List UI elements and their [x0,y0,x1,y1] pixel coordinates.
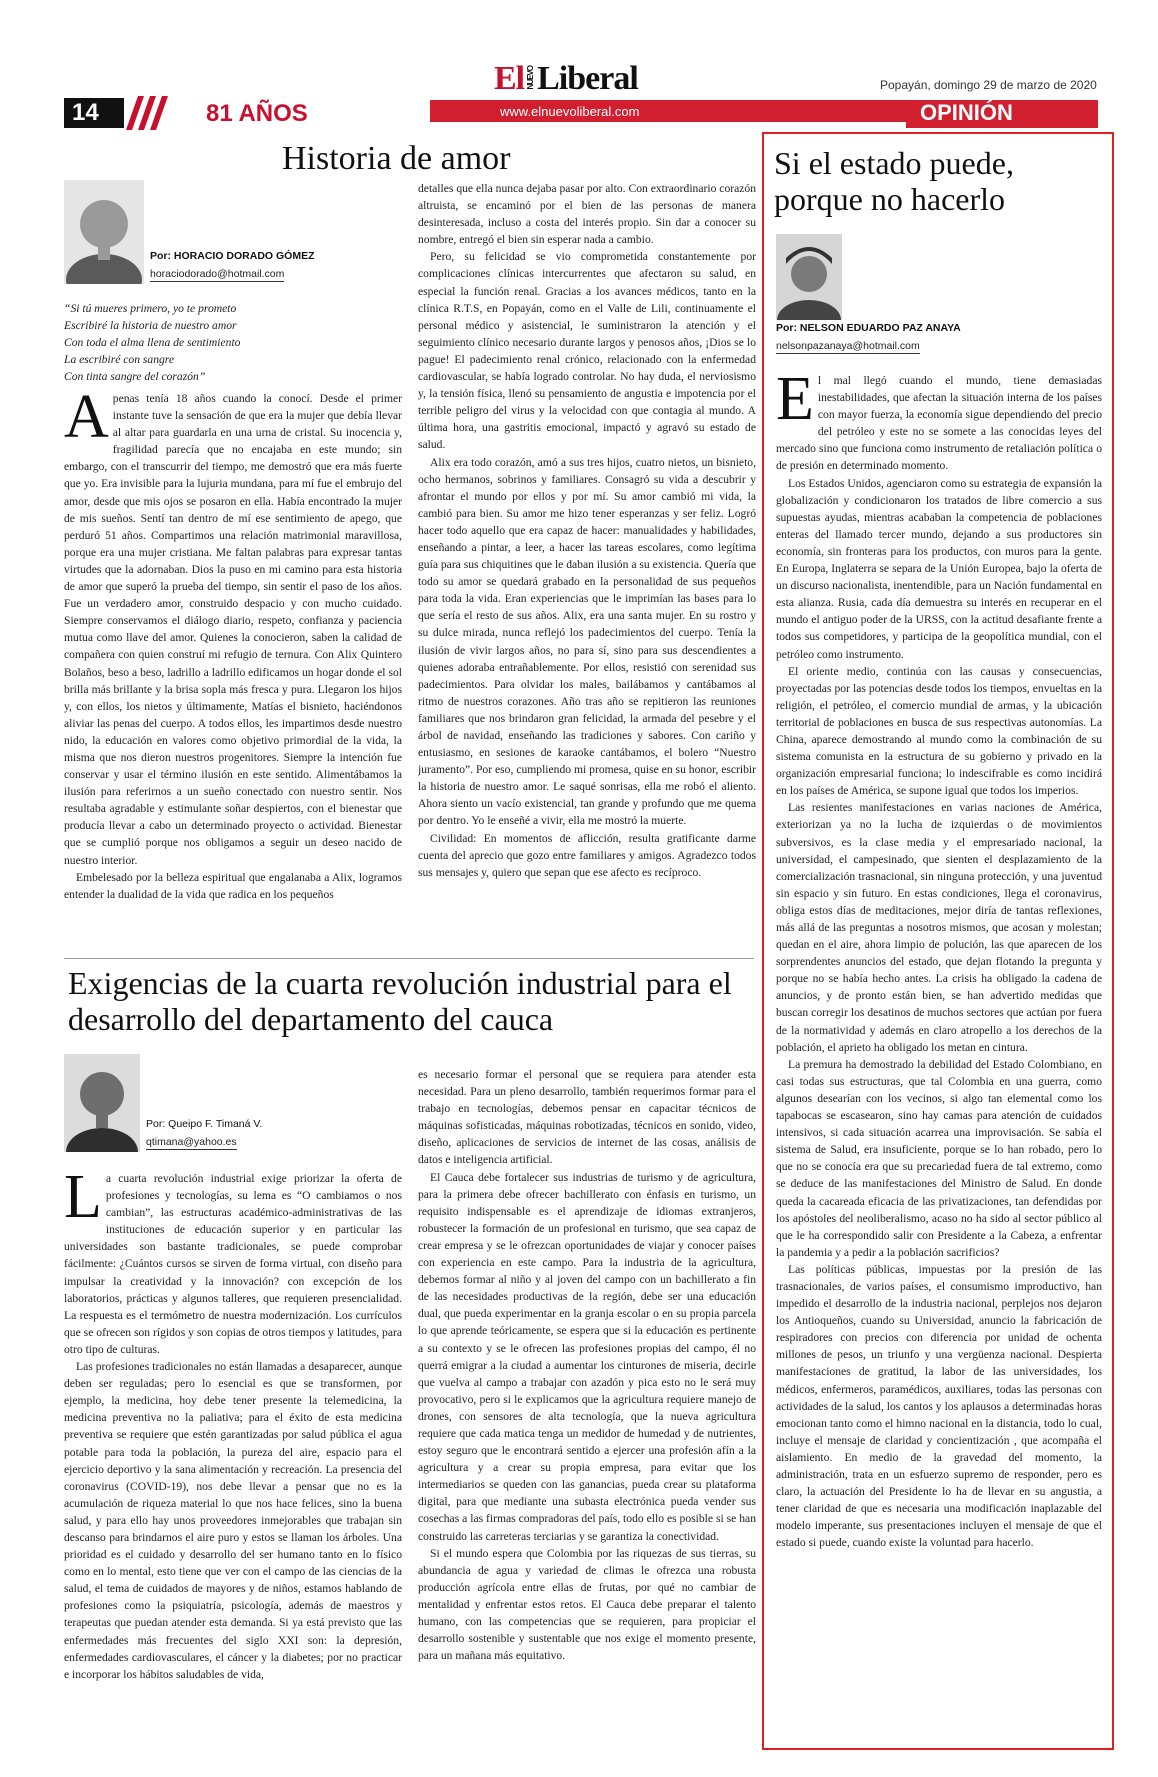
article2-column-1: La cuarta revolución industrial exige priorizar la oferta de profesiones y tecnologías, su lema es “O cambiamos o nos cambian”, las estructuras académico-administrativas de las instituciones de educación superior y en particular las universidades son bastante tradicionales, se puede comprobar fácilmente: ¿Cuántos cursos se sirven de forma virtual, con diseño para impulsar la creatividad y la innovación? con excepción de los laboratorios, prácticas y algunos talleres, que requieren presencialidad. La respuesta es el termómetro de nuestra modernización. Los currículos que se ofrecen son rígidos y son copias de otros tiempos y latitudes, para otro tipo de culturas. Las profesiones tradicionales no están llamadas a desaparecer, aunque deben ser reguladas; pero lo esencial es que se transformen, por ejemplo, la medicina, hoy debe tener presente la telemedicina, la medicina preventiva no la paliativa; para el éxito de esta medicina preventiva se requiere que estén garantizadas por salud pública el agua potable para toda la población, la pureza del aire, espacio para el ejercicio deportivo y la sana alimentación y recreación. La presencia del coronavirus (COVID-19), nos debe llevar a pensar que no es la acumulación de riqueza material lo que nos hace felices, sino la buena salud, y para ello hay unos proveedores inmejorables que trabajan sin descanso para brindarnos el aire puro y estos se llaman los árboles. Una prioridad es el cuidado y desarrollo del ser humano tanto en lo físico como en lo mental, esto tiene que ver con el campo de las ciencias de la salud, el tema de cuidados de mayores y de niños, estamos hablando de profesiones como la psiquiatría, psicología, además de maestros y terapeutas que puedan atender esta demanda. Si ya está previsto que las enfermedades más frecuentes del siglo XXI son: la depresión, enfermedades cardiovasculares, el cáncer y la diabetes; por no practicar e incorporar los hábitos saludables de vida, [64,1170,402,1681]
article1-column-2: detalles que ella nunca dejaba pasar por alto. Con extraordinario corazón altruista, se encaminó por el bien de las personas de manera desinteresada, incluso a costa del interés propio. Sin dar a conocer su nombre, entregó el bien sin esperar nada a cambio. Pero, su felicidad se vio comprometida constantemente por complicaciones clínicas intercurrentes que afectaron su salud, en especial la función renal. Gracias a los avances médicos, tanto en la clínica R.T.S, en Popayán, como en el Valle de Lili, continuamente el personal médico y asistencial, le suministraron la atención y el seguimiento clínico necesario durante largos y penosos años, ¡Dios se lo pague! El padecimiento renal crónico, relacionado con la enfermedad cardiovascular, se había logrado controlar. No hay duda, el nerviosismo y, la tensión física, llenó su pensamiento de angustia e impotencia por el terrible peligro del virus y la velocidad con que contagia al mundo. A última hora, una gastritis emocional, impactó y agravó su estado de salud. Alix era todo corazón, amó a sus tres hijos, cuatro nietos, un bisnieto, ocho hermanos, sobrinos y familiares. Consagró su vida a descubrir y afrontar el mundo por ellos y por mí. Su amor cambió mi vida, la cambió para bien. Su amor me hizo tener esperanzas y ser feliz. Logró hacer todo aquello que era capaz de hacer: manualidades y habilidades, enseñando a pintar, a leer, a hacer las tareas escolares, como legítima guía para sus chiquitines que le daban ilusión a su existencia. Quería que todo su amor se quedará grabado en la personalidad de sus pequeños para toda la vida. Eran experiencias que le imprimían las bases para lo que sería el resto de sus años. Alix, era una santa mujer. En su rostro y su dulce mirada, nunca reflejó los padecimientos del cuerpo. Tenía la ilusión de vivir largos años, no para sí, sino para sus descendientes a quienes adoraba entrañablemente. Por ellos, resistió con serenidad sus padecimientos. Para olvidar los males, bailábamos y cantábamos al ritmo de nuestros corazones. Año tras año se repitieron las reuniones familiares que nos brindaron gran felicidad, la armada del pesebre y el árbol de navidad, enseñando las tradiciones y sabores. Con cariño y entusiasmo, en sesiones de karaoke cantábamos, el bolero “Nuestro juramento”. Por eso, cumpliendo mi promesa, quise en su honor, escribir la historia de nuestro amor. Le saqué sonrisas, ella me robó el aliento. Ahora siento un vacío existencial, tan grande y profundo que me quema por dentro. Yo le enseñé a vivir, ella me mostró la muerte. Civilidad: En momentos de aflicción, resulta gratificante darme cuenta del aprecio que gozo entre familiares y amigos. Agradezco todos sus mensajes y, quiero que sepan que ese afecto es recíproco. [418,182,756,879]
newspaper-logo: El NUEVOLiberal [494,60,638,97]
author-portrait-icon [64,180,144,284]
article1-author: Por: HORACIO DORADO GÓMEZ [150,250,315,262]
article2-author: Por: Queipo F. Timaná V. [146,1118,263,1130]
article-divider [64,958,754,959]
article3-title: Si el estado puede, porque no hacerlo [774,145,1014,217]
article3-body: El mal llegó cuando el mundo, tiene demasiadas inestabilidades, que afectan la situación interna de los países con mayor fuerza, la economía sigue dependiendo del precio del petróleo y este no se somete a las conocidas leyes del mercado sino que funciona como instrumento de retaliación política o de presión en determinado momento. Los Estados Unidos, agenciaron como su estrategia de expansión la globalización y condicionaron los tratados de libre comercio a sus supuestas ayudas, mientras acababan la competencia de poblaciones enteras del llamado tercer mundo, dejando a sus productores sin economía, sin fronteras para los productos, con muros para la gente. En Europa, Inglaterra se separa de la Unión Europea, bajo la oferta de un discurso nacionalista, inentendible, para un Nación fundamental en esta alianza. Rusia, cada día demuestra su interés en recuperar en el mundo el antiguo poder de la URSS, con la actitud desafiante frente a todos sus competidores, y participa de la geopolítica mundial, con el petróleo como instrumento. El oriente medio, continúa con las causas y consecuencias, proyectadas por las potencias desde todos los tiempos, envueltas en la religión, el petróleo, el comercio mundial de armas, y la ubicación territorial de poblaciones en busca de sus respectivas autonomías. La China, aparece demostrando al mundo como la combinación de su sistema comunista en la estructura de su gobierno y privado en la organización empresarial funciona; lo indescifrable es como incidirá en los países de América, se supone igual que todos los imperios. Las resientes manifestaciones en varias naciones de América, exteriorizan ya no la lucha de izquierdas o de movimientos subversivos, es la clase media y el empresariado nacional, la universidad, el campesinado, que sienten el desplazamiento de la comercialización trasnacional, sin ninguna protección, y una juventud sin espacio y sin futuro. En estas condiciones, llega el coronavirus, obliga estos días de meditaciones, mejor diría de tantas reflexiones, más allá de las preguntas a nosotros mismos, que acosan y molestan; quedan en el aire, ahora limpio de polución, las que aparecen de los sorprendentes anuncios del estado, que dejan flotando la pregunta y porque no se había hecho antes. La crisis ha obligado la cadena de anuncios, y de pronto están bien, se han advertido medidas que buscan corregir los desatinos de muchos sectores que actúan por fuera de la normatividad y además en claro atropello a los derechos de la población, el aprieto ha obligado los metan en cintura. La premura ha demostrado la debilidad del Estado Colombiano, en casi todas sus estructuras, que tal Colombia en una guerra, como algunos desearían con los vecinos, si algo tan elemental como los tapabocas se escasearon, sino hay camas para atención de cuidados intensivos, si cada situación acarrea una improvisación. Se sabía el sistema de Salud, era insuficiente, porque se lo han robado, pero lo que no se conocía era que su precariedad fuera de tal extremo, como se deduce de las manifestaciones del Ministro de Salud. En donde queda la cacareada eficacia de las privatizaciones, tan defendidas por los apóstoles del neoliberalismo, acaso no ha sido al sector público al que le ha correspondido salir con Presidente a la Cabeza, a enfrentar la pandemia y a pedir a la población sacrificios? Las políticas públicas, impuestas por la presión de las trasnacionales, de varios países, el consumismo improductivo, han impedido el desarrollo de la industria nacional, perplejos nos dejaron los Antioqueños, cuando su Universidad, anuncio la fabricación de respiradores con precios con diferencia por unidad de ochenta millones de pesos, un triunfo y una vergüenza nacional. Despierta manifestaciones de gratitud, la labor de las universidades, los médicos, enfermeros, paramédicos, auxiliares, todas las personas con actividades de la salud, los cantos y los aplausos a determinadas horas emocionan tanto como el himno nacional en la distancia, todo lo cual, incluye el mensaje de claridad y concientización , que acompaña el aislamiento. En medio de la gravedad del momento, la administración, trata en un esfuerzo supremo de responder, pero es claro, la actuación del Presidente lo ha de llevar en su angustia, a tener claridad de que es necesaria una modificación inaplazable del modelo imperante, sus presentaciones incluyen el mensaje de que el estado si puede, cuando existe la voluntad para hacerlo. [776,372,1102,1550]
article1-poem: “Si tú mueres primero, yo te prometo Escribiré la historia de nuestro amor Con toda el alma llena de sentimiento La escribiré con sangre Con tinta sangre del corazón” [64,302,241,383]
date-line: Popayán, domingo 29 de marzo de 2020 [880,78,1097,92]
article3-author: Por: NELSON EDUARDO PAZ ANAYA [776,322,961,334]
website-url: www.elnuevoliberal.com [500,104,640,119]
author-portrait-icon [776,234,842,320]
article3-email[interactable]: nelsonpazanaya@hotmail.com [776,340,920,352]
article1-title: Historia de amor [282,140,511,177]
page-number: 14 [64,98,124,128]
article2-email[interactable]: qtimana@yahoo.es [146,1136,237,1148]
article2-title: Exigencias de la cuarta revolución industrial para el desarrollo del departamento del cauca [68,965,732,1037]
dropcap: A [64,390,109,451]
stripes-decoration [118,96,168,130]
anniversary-label: 81 AÑOS [206,100,308,127]
dropcap: L [64,1170,102,1231]
dropcap: E [776,372,814,433]
article1-column-1: Apenas tenía 18 años cuando la conocí. Desde el primer instante tuve la sensación de que era la mujer que debía llevar al altar para guardarla en una urna de cristal. Su inocencia y, fragilidad parecía que no encajaba en este mundo; sin embargo, con el transcurrir del tiempo, me demostró que era más fuerte que yo. Era invisible para la lujuria mundana, para mí fue el embrujo del amor, desde que mis ojos se posaron en ella. Había encontrado la mujer de mis sueños. Sentí tan dentro de mí ese sentimiento de apego, que perduró 51 años. Compartimos una relación matrimonial maravillosa, porque era una mujer cristiana. Me faltan palabras para expresar tantas virtudes que la adornaban. Dios la puso en mi camino para esta historia de amor que superó la prueba del tiempo, sin sentir el paso de los años. Fue un verdadero amor, construido despacio y con mucho cuidado. Siempre conservamos el diálogo diario, respeto, confianza y paciencia mutua como llave del amor. Quienes la conocieron, saben la calidad de compañera con quien construí mi refugio de ternura. Con Alix Quintero Bolaños, beso a beso, ladrillo a ladrillo edificamos un hogar donde el sol brilla más brillante y la brisa sopla más fresca y pura. Llegaron los hijos y, con ellos, los nietos y últimamente, Matías el bisnieto, haciéndonos aliviar las penas del cuerpo. A todos ellos, les impartimos desde nuestro nido, la educación en valores como objetivo primordial de la vida, la misma que nos dieron nuestros progenitores. Siempre la intención fue conservar y usar el término ilusión en este sentido. Alimentábamos la ilusión para referirnos a un sueño conectado con nuestro sentir. Nos resultaba agradable y estimulante soñar despiertos, con el bienestar que producía llevar a cabo un determinado proyecto o actividad. Bienestar que se cumplió porque nos obligamos a seguir un deseo nacido de nuestro interior. Embelesado por la belleza espiritual que engalanaba a Alix, logramos entender la dualidad de la vida que radica en los pequeños [64,390,402,901]
article2-column-2: es necesario formar el personal que se requiera para atender esta necesidad. Para un pleno desarrollo, también requerimos formar para el trabajo en tecnologías, debemos pensar en capacitar técnicos de máquinas sofisticadas, máquinas robotizadas, técnicos en sonido, video, diseño, aplicaciones de servicios de internet de las cosas, análisis de datos e inteligencia artificial. El Cauca debe fortalecer sus industrias de turismo y de agricultura, para la primera debe ofrecer bachillerato con énfasis en turismo, un requisito indispensable es el aprendizaje de idiomas extranjeros, robustecer la formación de un profesional en turismo, que sea capaz de crear empresa y se le ofrezcan oportunidades de viajar y conocer países con experiencia en este campo. Para la industria de la agricultura, debemos formar al niño y al joven del campo con un bachillerato a fin de las necesidades productivas de la región, debe ser una educación dual, que pueda experimentar en la granja escolar o en su propia parcela lo que aprende teóricamente, se espera que si la educación es pertinente a su contexto y se le ofrecen las profesiones propias del campo, él no querrá emigrar a la ciudad a aumentar los cinturones de miseria, decirle que vuelva al campo a trabajar con azadón y pica esto no le será muy provocativo, pero si le explicamos que la agricultura requiere manejo de drones, con sensores de alta tecnología, que la nueva agricultura requiere que cada matica tenga un medidor de humedad y de nutrientes, estoy seguro que le encontrará sentido a ejercer una profesión afín a la agricultura y a crear su propia empresa, para evitar que los intermediarios se queden con las ganancias, pueda crear su plataforma digital, para que mediante una subasta electrónica pueda vender sus cosechas a las firmas compradoras del país, todo ello es posible si se han construido las carreteras terciarias y se garantiza la conectividad. Si el mundo espera que Colombia por las riquezas de sus tierras, su abundancia de agua y variedad de climas le ofrezca una robusta producción agrícola entre ellas de frutas, por qué no cambiar de mentalidad y enfrentar estos retos. El Cauca debe preparar el talento humano, con las competencias que se requieren, para propiciar el desarrollo sostenible y sustentable que nos exige el momento presente, para un mañana más equitativo. [418,1068,756,1663]
article1-email[interactable]: horaciodorado@hotmail.com [150,268,285,280]
section-label: OPINIÓN [920,100,1013,125]
author-portrait-icon [64,1054,140,1152]
